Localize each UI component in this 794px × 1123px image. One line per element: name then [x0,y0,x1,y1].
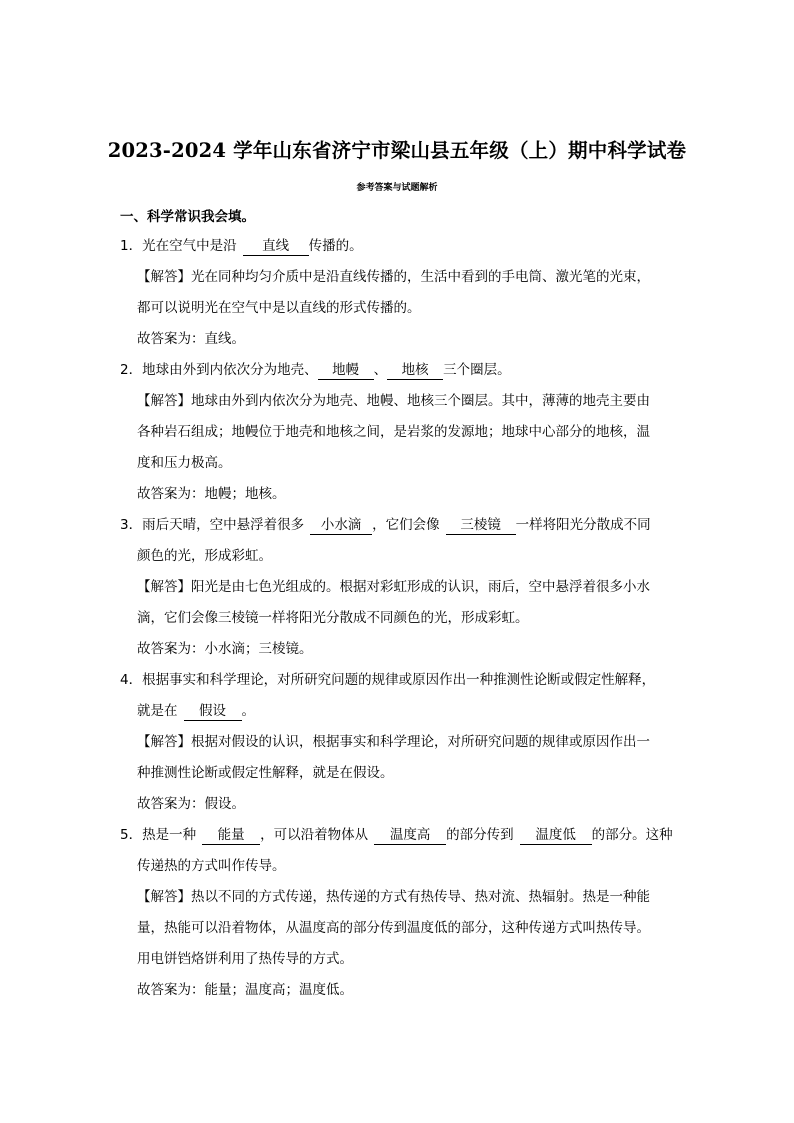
question-5: 5．热是一种 能量 ，可以沿着物体从 温度高 的部分传到 温度低 的部分。这种 [120,827,673,843]
answer-line: 故答案为：假设。 [137,796,245,812]
page-title: 2023-2024 学年山东省济宁市梁山县五年级（上）期中科学试卷 [107,139,687,162]
answer-blank: 能量 [202,826,260,845]
answer-blank: 地核 [387,361,443,380]
answer-line: 故答案为：地幔；地核。 [137,486,286,502]
explanation-line: 【解答】光在同种均匀介质中是沿直线传播的，生活中看到的手电筒、激光笔的光束， [137,269,650,285]
page-subtitle: 参考答案与试题解析 [356,183,438,193]
answer-blank: 直线 [243,237,309,256]
question-4: 4．根据事实和科学理论，对所研究问题的规律或原因作出一种推测性论断或假定性解释， [120,672,656,688]
answer-blank: 温度高 [374,826,446,845]
answer-blank: 假设 [184,702,242,721]
explanation-line: 量，热能可以沿着物体，从温度高的部分传到温度低的部分，这种传递方式叫热传导。 [137,920,650,936]
answer-line: 故答案为：能量；温度高；温度低。 [137,982,353,998]
explanation-line: 度和压力极高。 [137,455,232,471]
explanation-line: 种推测性论断或假定性解释，就是在假设。 [137,765,394,781]
explanation-line: 各种岩石组成；地幔位于地壳和地核之间，是岩浆的发源地；地球中心部分的地核，温 [137,424,650,440]
answer-blank: 地幔 [318,361,374,380]
explanation-line: 【解答】阳光是由七色光组成的。根据对彩虹形成的认识，雨后，空中悬浮着很多小水 [137,579,650,595]
answer-line: 故答案为：直线。 [137,331,245,347]
explanation-line: 用电饼铛烙饼利用了热传导的方式。 [137,951,353,967]
question-3-cont: 颜色的光，形成彩虹。 [137,548,272,564]
section-title: 一、科学常识我会填。 [120,209,255,225]
question-3: 3．雨后天晴，空中悬浮着很多 小水滴 ，它们会像 三棱镜 一样将阳光分散成不同 [120,517,651,533]
answer-line: 故答案为：小水滴；三棱镜。 [137,641,313,657]
answer-blank: 三棱镜 [446,516,516,535]
answer-blank: 温度低 [520,826,592,845]
explanation-line: 【解答】根据对假设的认识，根据事实和科学理论，对所研究问题的规律或原因作出一 [137,734,650,750]
explanation-line: 【解答】热以不同的方式传递，热传递的方式有热传导、热对流、热辐射。热是一种能 [137,889,650,905]
question-1: 1．光在空气中是沿 直线 传播的。 [120,238,363,254]
answer-blank: 小水滴 [310,516,372,535]
question-2: 2．地球由外到内依次分为地壳、 地幔 、 地核 三个圈层。 [120,362,511,378]
explanation-line: 滴，它们会像三棱镜一样将阳光分散成不同颜色的光，形成彩虹。 [137,610,529,626]
explanation-line: 都可以说明光在空气中是以直线的形式传播的。 [137,300,421,316]
questions-list [120,236,680,1011]
explanation-line: 【解答】地球由外到内依次分为地壳、地幔、地核三个圈层。其中，薄薄的地壳主要由 [137,393,650,409]
question-5-cont: 传递热的方式叫作传导。 [137,858,286,874]
question-4-cont: 就是在 假设 。 [137,703,255,719]
